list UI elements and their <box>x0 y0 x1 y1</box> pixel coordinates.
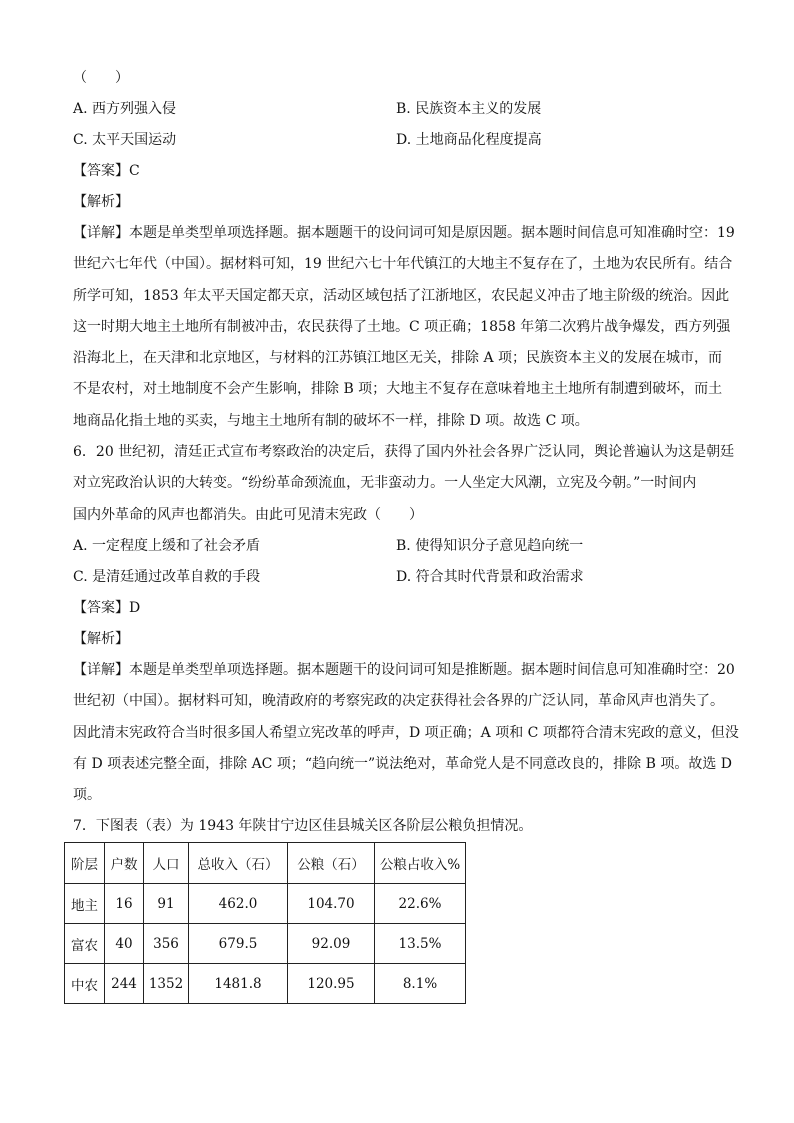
q6-answer: 【答案】D <box>73 600 141 616</box>
table-header-cell: 公粮占收入% <box>375 843 466 884</box>
table-cell: 22.6% <box>375 884 466 924</box>
table-cell: 地主 <box>65 884 105 924</box>
table-cell: 462.0 <box>189 884 288 924</box>
q6-detail-line: 【详解】本题是单类型单项选择题。据本题题干的设问词可知是推断题。据本题时间信息可知准确时空：20 <box>73 662 735 678</box>
table-header-row <box>65 843 466 884</box>
table-row <box>65 924 466 964</box>
table-cell: 8.1% <box>375 964 466 1004</box>
table-header-cell: 总收入（石） <box>189 843 288 884</box>
q5-analysis-heading: 【解析】 <box>73 194 129 210</box>
table-row <box>65 884 466 924</box>
q6-detail-line: 有 D 项表述完整全面，排除 AC 项；“趋向统一”说法绝对，革命党人是不同意改良的，排除 B 项。故选 D <box>73 755 733 772</box>
q6-option-d[interactable]: D. 符合其时代背景和政治需求 <box>396 569 584 585</box>
table-header-cell: 阶层 <box>65 843 105 884</box>
q5-detail-line: 这一时期大地主土地所有制被冲击，农民获得了土地。C 项正确；1858 年第二次鸦片战争爆发，西方列强 <box>73 318 731 335</box>
q5-detail-line: 世纪六七年代（中国）。据材料可知，19 世纪六七十年代镇江的大地主不复存在了，土地为农民所有。结合 <box>73 256 733 273</box>
table-cell: 92.09 <box>288 924 375 964</box>
q6-stem-line: 6．20 世纪初，清廷正式宣布考察政治的决定后，获得了国内外社会各界广泛认同，舆论普遍认为这是朝廷 <box>73 444 735 460</box>
q6-option-a[interactable]: A. 一定程度上缓和了社会矛盾 <box>73 538 261 554</box>
q5-option-d[interactable]: D. 土地商品化程度提高 <box>396 132 542 148</box>
q5-detail-line: 【详解】本题是单类型单项选择题。据本题题干的设问词可知是原因题。据本题时间信息可知准确时空：19 <box>73 225 735 241</box>
table-header-cell: 公粮（石） <box>288 843 375 884</box>
table-header-cell: 户数 <box>105 843 144 884</box>
table-cell: 40 <box>105 924 144 964</box>
q6-analysis-heading: 【解析】 <box>73 631 129 647</box>
table-cell: 1481.8 <box>189 964 288 1004</box>
q6-stem-line: 国内外革命的风声也都消失。由此可见清末宪政（ ） <box>73 506 423 523</box>
q5-detail-line: 所学可知，1853 年太平天国定都天京，活动区域包括了江浙地区，农民起义冲击了地主阶级的统治。因此 <box>73 287 730 304</box>
q6-detail-line: 项。 <box>73 787 101 804</box>
q6-detail <box>73 655 739 811</box>
q5-detail-line: 地商品化指土地的买卖，与地主土地所有制的破坏不一样，排除 D 项。故选 C 项。 <box>73 412 589 429</box>
grain-burden-table <box>64 842 466 1004</box>
q6-detail-line: 世纪初（中国）。据材料可知，晚清政府的考察宪政的决定获得社会各界的广泛认同，革命风声也消失了。 <box>73 693 724 710</box>
q7-stem: 7．下图表（表）为 1943 年陕甘宁边区佳县城关区各阶层公粮负担情况。 <box>73 818 533 834</box>
q5-option-c[interactable]: C. 太平天国运动 <box>73 132 177 148</box>
table-cell: 91 <box>144 884 189 924</box>
q5-option-b[interactable]: B. 民族资本主义的发展 <box>396 101 542 117</box>
q5-detail-line: 沿海北上，在天津和北京地区，与材料的江苏镇江地区无关，排除 A 项；民族资本主义的发展在城市，而 <box>73 350 723 367</box>
q6-stem-line: 对立宪政治认识的大转变。“纷纷革命颈流血，无非蛮动力。一人坐定大风潮，立宪及今朝。”一时间内 <box>73 475 697 492</box>
q5-option-a[interactable]: A. 西方列强入侵 <box>73 101 177 117</box>
table-header-cell: 人口 <box>144 843 189 884</box>
q6-option-b[interactable]: B. 使得知识分子意见趋向统一 <box>396 538 584 554</box>
q5-answer: 【答案】C <box>73 163 140 179</box>
q6-detail-line: 因此清末宪政符合当时很多国人希望立宪改革的呼声，D 项正确；A 项和 C 项都符合清末宪政的意义，但没 <box>73 724 739 741</box>
table-cell: 104.70 <box>288 884 375 924</box>
q6-option-c[interactable]: C. 是清廷通过改革自救的手段 <box>73 569 261 585</box>
q5-detail <box>73 218 735 437</box>
table-cell: 356 <box>144 924 189 964</box>
table-cell: 13.5% <box>375 924 466 964</box>
table-cell: 679.5 <box>189 924 288 964</box>
q5-answer-paren: （ ） <box>73 70 129 86</box>
table-cell: 16 <box>105 884 144 924</box>
table-cell: 244 <box>105 964 144 1004</box>
table-cell: 富农 <box>65 924 105 964</box>
table-cell: 中农 <box>65 964 105 1004</box>
table-cell: 1352 <box>144 964 189 1004</box>
table-cell: 120.95 <box>288 964 375 1004</box>
q5-detail-line: 不是农村，对土地制度不会产生影响，排除 B 项；大地主不复存在意味着地主土地所有制遭到破坏，而土 <box>73 381 723 398</box>
q6-stem <box>73 437 735 531</box>
table-row <box>65 964 466 1004</box>
